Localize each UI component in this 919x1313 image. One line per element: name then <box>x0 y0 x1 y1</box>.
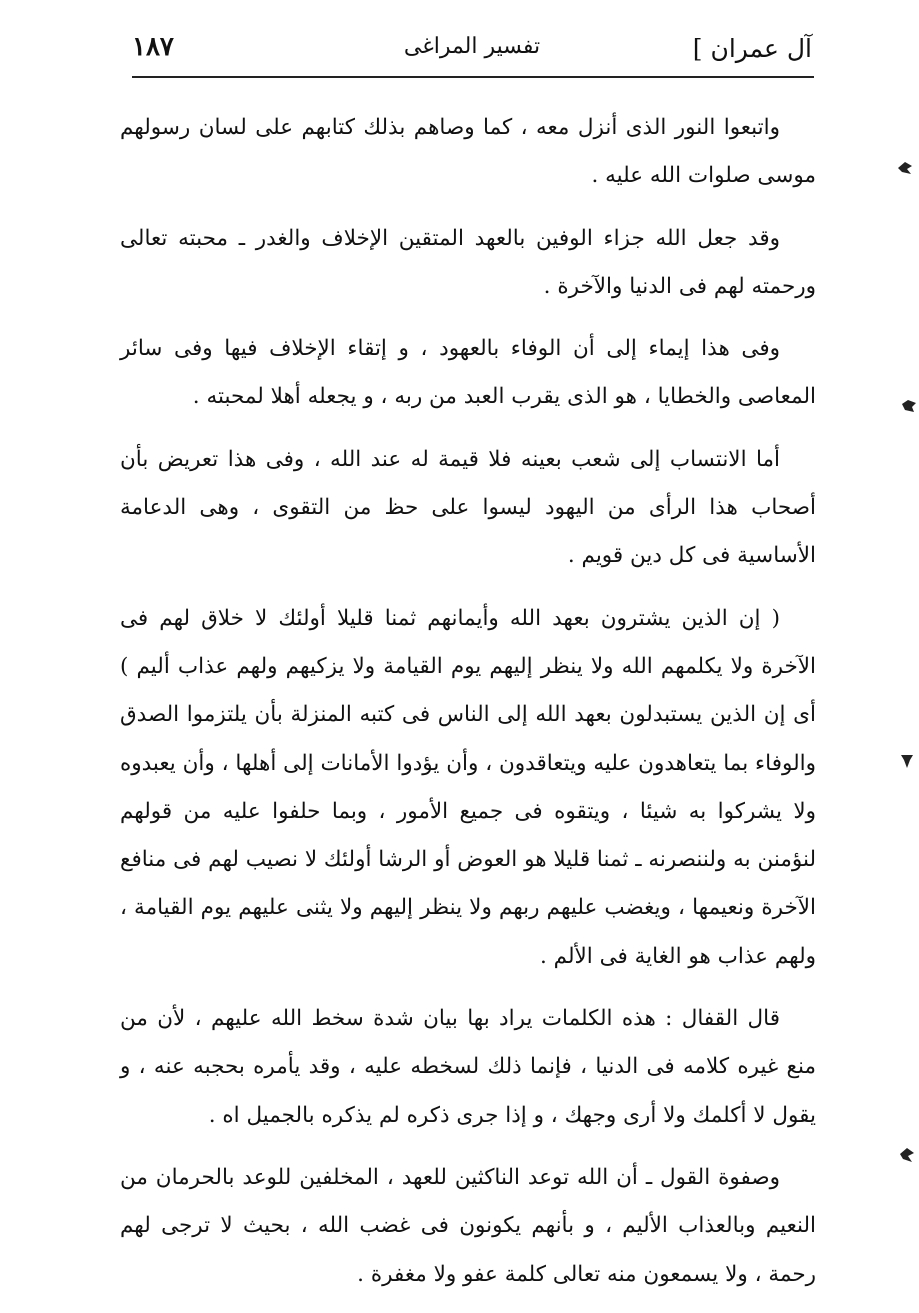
paragraph-6: قال القفال : هذه الكلمات يراد بها بيان شدة سخط الله عليهم ، لأن من منع غيره كلامه فى الدنيا ، فإنما ذلك لسخطه عليه ، وقد يأمره بحجبه عنه ، و يقول لا أكلمك ولا أرى وجهك ، و إذا جرى ذكره لم يذكره بالجميل اه . <box>120 1006 816 1128</box>
paragraph-4: أما الانتساب إلى شعب بعينه فلا قيمة له عند الله ، وفى هذا تعريض بأن أصحاب هذا الرأى من اليهود ليسوا على حظ من التقوى ، وهى الدعامة الأساسية فى كل دين قويم . <box>120 446 816 569</box>
surah-name: آل عمران ] <box>692 34 812 63</box>
book-title: تفسير المراغى <box>403 34 541 59</box>
paragraph-1: واتبعوا النور الذى أنزل معه ، كما وصاهم بذلك كتابهم على لسان رسولهم موسى صلوات الله عليه . <box>120 115 816 189</box>
header-divider <box>132 76 814 78</box>
margin-mark-icon <box>896 160 914 176</box>
paragraph-7: وصفوة القول ـ أن الله توعد الناكثين للعهد ، المخلفين للوعد بالحرمان من النعيم وبالعذاب الأليم ، و بأنهم يكونون فى غضب الله ، بحيث لا ترجى لهم رحمة ، ولا يسمعون منه تعالى كلمة عفو ولا مغفرة . <box>120 1164 816 1287</box>
paragraph-5: ( إن الذين يشترون بعهد الله وأيمانهم ثمنا قليلا أولئك لا خلاق لهم فى الآخرة ولا يكلمهم الله ولا ينظر إليهم يوم القيامة ولا يزكيهم ولهم عذاب أليم ) أى إن الذين يستبدلون بعهد الله إلى الناس فى كتبه المنزلة بأن يلتزموا الصدق والوفاء بما يتعاهدون عليه ويتعاقدون ، وأن يؤدوا الأمانات إلى أهلها ، وأن يعبدوه ولا يشركوا به شيئا ، ويتقوه فى جميع الأمور ، وبما حلفوا عليه من قولهم لنؤمنن به ولننصرنه ـ ثمنا قليلا هو العوض أو الرشا أولئك لا نصيب لهم فى منافع الآخرة ونعيمها ، ويغضب عليهم ربهم ولا ينظر إليهم ولا يثنى عليهم يوم القيامة ، ولهم عذاب هو الغاية فى الألم . <box>120 605 816 969</box>
page-body <box>120 104 816 1313</box>
page-header <box>132 30 812 74</box>
margin-mark-icon <box>898 752 916 770</box>
paragraph-3: وفى هذا إيماء إلى أن الوفاء بالعهود ، و إتقاء الإخلاف فيها وفى سائر المعاصى والخطايا ، هو الذى يقرب العبد من ربه ، و يجعله أهلا لمحبته . <box>120 336 816 410</box>
paragraph-2: وقد جعل الله جزاء الوفين بالعهد المتقين الإخلاف والغدر ـ محبته تعالى ورحمته لهم فى الدنيا والآخرة . <box>120 225 816 299</box>
margin-mark-icon <box>898 1146 916 1164</box>
margin-mark-icon <box>900 398 918 414</box>
page-number: ١٨٧ <box>132 32 174 62</box>
